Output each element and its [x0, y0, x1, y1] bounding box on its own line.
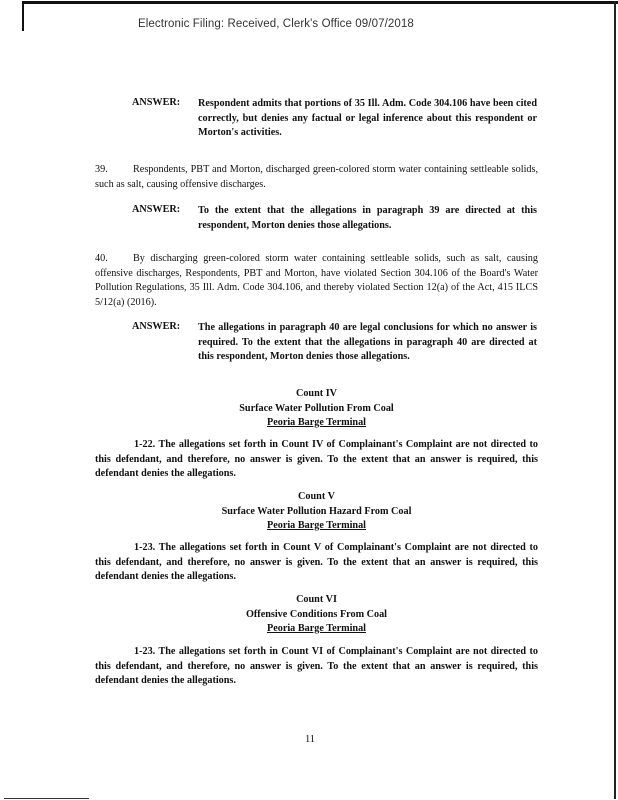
count-vi-title: Count VI	[296, 594, 337, 605]
count-v-location: Peoria Barge Terminal	[266, 520, 367, 531]
filing-stamp: Electronic Filing: Received, Clerk's Office 09/07/2018	[138, 18, 414, 30]
paragraph-40-text: By discharging green-colored storm water containing settleable solids, such as salt, causing offensive discharges, Respondents, PBT and Morton, have violated Section 304.106 of the Board's Water Pollution Regulations, 35 Ill. Adm. Code 304.106, and thereby violated Section 12(a) of the Act, 415 ILCS 5/12(a) (2016).	[95, 253, 538, 308]
answer-label-3: ANSWER:	[132, 321, 181, 332]
count-v-heading	[95, 490, 538, 534]
scan-border-left	[22, 1, 24, 31]
scan-border-right	[614, 1, 616, 799]
count-v-response: 1-23. The allegations set forth in Count V of Complainant's Complaint are not directed to this defendant, and therefore, no answer is given. To the extent that an answer is required, this defendant denies the allegations.	[95, 542, 538, 582]
answer-label-2: ANSWER:	[132, 204, 181, 215]
scan-border-top	[22, 1, 618, 4]
paragraph-39	[95, 163, 538, 192]
answer-text-1: Respondent admits that portions of 35 Ill. Adm. Code 304.106 have been cited correctly, but denies any factual or legal inference about this respondent or Morton's activities.	[198, 98, 537, 138]
paragraph-39-number: 39.	[95, 164, 108, 175]
count-iv-subtitle: Surface Water Pollution From Coal	[239, 402, 394, 414]
page-number: 11	[304, 734, 316, 745]
answer-text-2: To the extent that the allegations in paragraph 39 are directed at this respondent, Morton denies those allegations.	[198, 205, 537, 231]
count-iv-response: 1-22. The allegations set forth in Count IV of Complainant's Complaint are not directed to this defendant, and therefore, no answer is given. To the extent that an answer is required, this defendant denies the allegations.	[95, 439, 538, 479]
count-iv-location: Peoria Barge Terminal	[266, 417, 367, 428]
count-vi-heading	[95, 593, 538, 637]
count-v-title: Count V	[298, 491, 335, 502]
answer-text-3: The allegations in paragraph 40 are legal conclusions for which no answer is required. To the extent that the allegations in paragraph 40 are directed at this respondent, Morton denies those allegations.	[198, 322, 537, 362]
paragraph-39-text: Respondents, PBT and Morton, discharged green-colored storm water containing settleable solids, such as salt, causing offensive discharges.	[95, 164, 538, 190]
answer-label-1: ANSWER:	[132, 97, 181, 108]
count-vi-subtitle: Offensive Conditions From Coal	[245, 608, 388, 620]
count-v-subtitle: Surface Water Pollution Hazard From Coal	[221, 505, 412, 517]
scan-border-bottom	[4, 798, 89, 799]
count-vi-response: 1-23. The allegations set forth in Count VI of Complainant's Complaint are not directed to this defendant, and therefore, no answer is given. To the extent that an answer is required, this defendant denies the allegations.	[95, 646, 538, 686]
count-iv-heading	[95, 387, 538, 431]
count-iv-title: Count IV	[295, 388, 338, 399]
paragraph-40	[95, 252, 538, 310]
paragraph-40-number: 40.	[95, 253, 108, 264]
count-vi-location: Peoria Barge Terminal	[266, 623, 367, 634]
